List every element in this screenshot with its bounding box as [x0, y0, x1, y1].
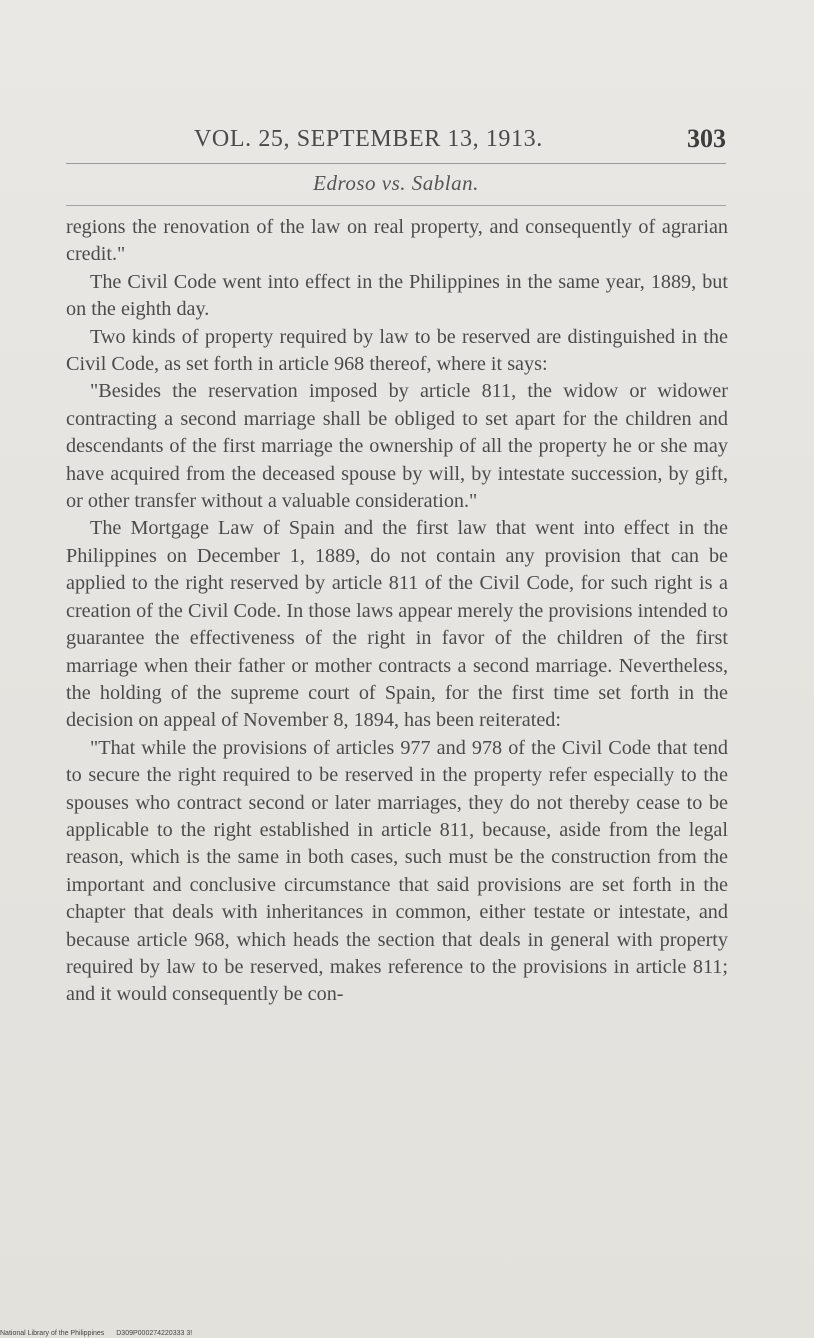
quoted-paragraph: "Besides the reservation imposed by article 811, the widow or widower contracting a second marriage shall be obliged to set apart for the children and descendants of the first marriage the ownership of all the property he or she may have acquired from the deceased spouse by will, by intestate succession, by gift, or other transfer without a valuable consideration.": [66, 380, 728, 513]
header-rule-top: [66, 163, 726, 164]
paragraph: The Mortgage Law of Spain and the first law that went into effect in the Philippines on December 1, 1889, do not contain any provision that can be applied to the right reserved by article 811 of the Civil Code, for such right is a creation of the Civil Code. In those laws appear merely the provisions intended to guarantee the effectiveness of the right in favor of the children of the first marriage when their father or mother contracts a second marriage. Nevertheless, the holding of the supreme court of Spain, for the first time set forth in the decision on appeal of November 8, 1894, has been reiterated:: [66, 517, 728, 732]
paragraph: Two kinds of property required by law to be reserved are distinguished in the Civil Code, as set forth in article 968 thereof, where it says:: [66, 325, 728, 376]
scan-footer: [0, 1330, 300, 1337]
page-header: [66, 122, 726, 158]
running-title: VOL. 25, SEPTEMBER 13, 1913.: [194, 126, 543, 152]
quoted-paragraph: "That while the provisions of articles 977 and 978 of the Civil Code that tend to secure the right required to be reserved in the property refer especially to the spouses who contract second or later marriages, they do not thereby cease to be applicable to the right established in article 811, because, aside from the legal reason, which is the same in both cases, such must be the construction from the important and conclusive circumstance that said provisions are set forth in the chapter that deals with inheritances in common, either testate or intestate, and because article 968, which heads the section that deals in general with property required by law to be reserved, makes reference to the provisions in article 811; and it would consequently be con-: [66, 736, 728, 1006]
case-title: Edroso vs. Sablan.: [313, 171, 479, 195]
paragraph: regions the renovation of the law on real property, and consequently of agrarian credit.": [66, 216, 728, 266]
footer-doc-id: D309P000274220333 3!: [116, 1330, 193, 1337]
paragraph: The Civil Code went into effect in the Philippines in the same year, 1889, but on the eighth day.: [66, 270, 728, 321]
page-number: 303: [687, 124, 726, 153]
body-text: [66, 214, 728, 1009]
footer-library: National Library of the Philippines: [0, 1330, 105, 1337]
header-rule-bottom: [66, 205, 726, 206]
